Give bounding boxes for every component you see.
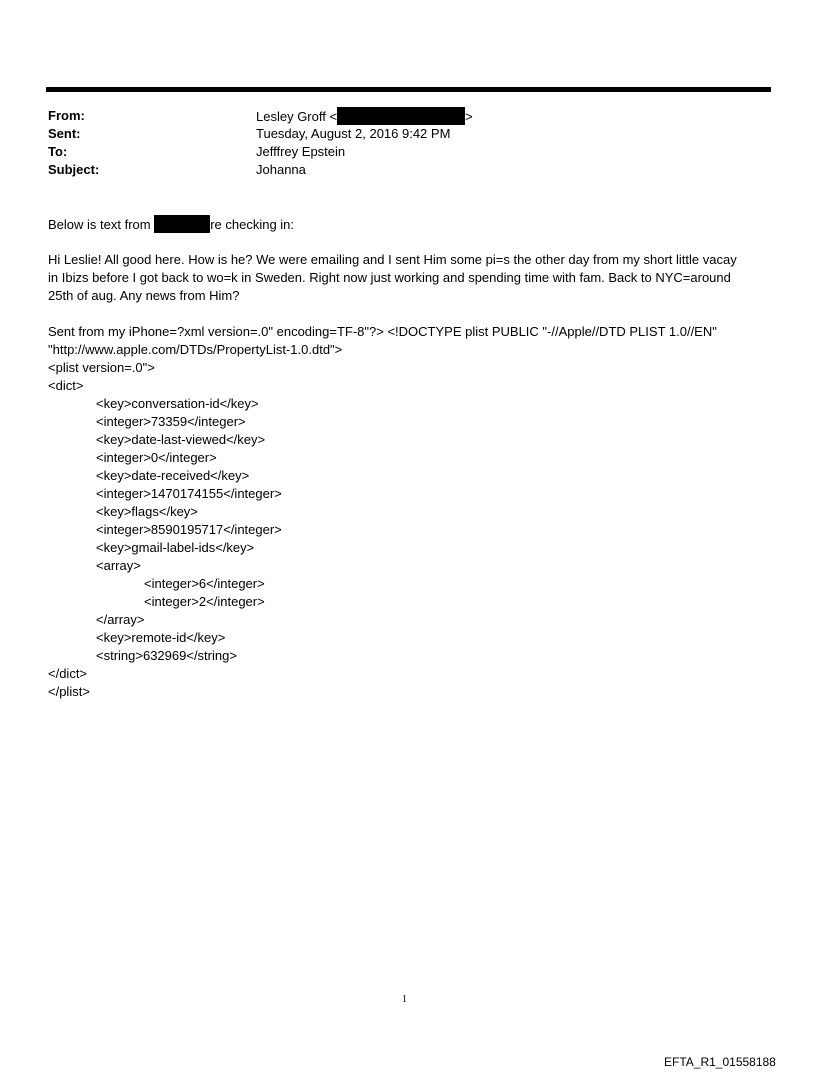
intro-line (48, 215, 768, 233)
dict-entry-line: <string>632969</string> (96, 648, 237, 663)
plist-close-line: </plist> (48, 684, 90, 699)
from-row (48, 107, 768, 125)
dict-entry-line: <key>remote-id</key> (96, 630, 226, 645)
to-row (48, 143, 768, 161)
dict-entry-line: <key>date-last-viewed</key> (96, 432, 266, 447)
page-number: 1 (402, 994, 407, 1005)
dict-entry-line: <array> (96, 558, 141, 573)
signature-line: Sent from my iPhone=?xml version=.0" encoding=TF-8"?> <!DOCTYPE plist PUBLIC "-//Apple//DTD PLIST 1.0//EN" (48, 324, 717, 339)
redacted-name (154, 215, 210, 233)
subject-label: Subject: (48, 162, 100, 177)
plist-open-line: <plist version=.0"> (48, 360, 155, 375)
message-line: in Ibizs before I got back to wo=k in Sweden. Right now just working and spending time with fam. Back to NYC=around (48, 270, 731, 285)
email-header (48, 107, 768, 179)
plist-block (48, 323, 768, 701)
dict-open-line: <dict> (48, 378, 84, 393)
sent-label: Sent: (48, 126, 81, 141)
dict-entry-line: <integer>1470174155</integer> (96, 486, 282, 501)
dict-entry-line: <integer>8590195717</integer> (96, 522, 282, 537)
array-entry-line: <integer>2</integer> (144, 594, 265, 609)
sent-row (48, 125, 768, 143)
redacted-email (337, 107, 465, 125)
message-line: 25th of aug. Any news from Him? (48, 288, 240, 303)
from-value (256, 107, 473, 126)
dict-entry-line: <integer>73359</integer> (96, 414, 246, 429)
dict-entry-line: <integer>0</integer> (96, 450, 217, 465)
from-name: Lesley Groff < (256, 109, 338, 124)
dict-entry-line: <key>conversation-id</key> (96, 396, 259, 411)
dict-entry-line: <key>flags</key> (96, 504, 198, 519)
from-email-close: > (465, 109, 473, 124)
sent-value: Tuesday, August 2, 2016 9:42 PM (256, 126, 451, 141)
to-label: To: (48, 144, 68, 159)
subject-row (48, 161, 768, 179)
array-entry-line: <integer>6</integer> (144, 576, 265, 591)
dict-close-line: </dict> (48, 666, 88, 681)
to-value: Jefffrey Epstein (256, 144, 346, 159)
document-id: EFTA_R1_01558188 (664, 1055, 776, 1069)
from-label: From: (48, 108, 85, 123)
header-divider (46, 87, 771, 92)
subject-value: Johanna (256, 162, 306, 177)
dict-entry-line: <key>date-received</key> (96, 468, 250, 483)
dict-entry-line: </array> (96, 612, 145, 627)
intro-suffix: re checking in: (210, 217, 295, 232)
message-paragraph (48, 251, 768, 305)
intro-prefix: Below is text from (48, 217, 155, 232)
intro-paragraph (48, 215, 768, 233)
message-line: Hi Leslie! All good here. How is he? We were emailing and I sent Him some pi=s the other day from my short little vacay (48, 252, 737, 267)
dict-entry-line: <key>gmail-label-ids</key> (96, 540, 255, 555)
signature-line: "http://www.apple.com/DTDs/PropertyList-1.0.dtd"> (48, 342, 343, 357)
